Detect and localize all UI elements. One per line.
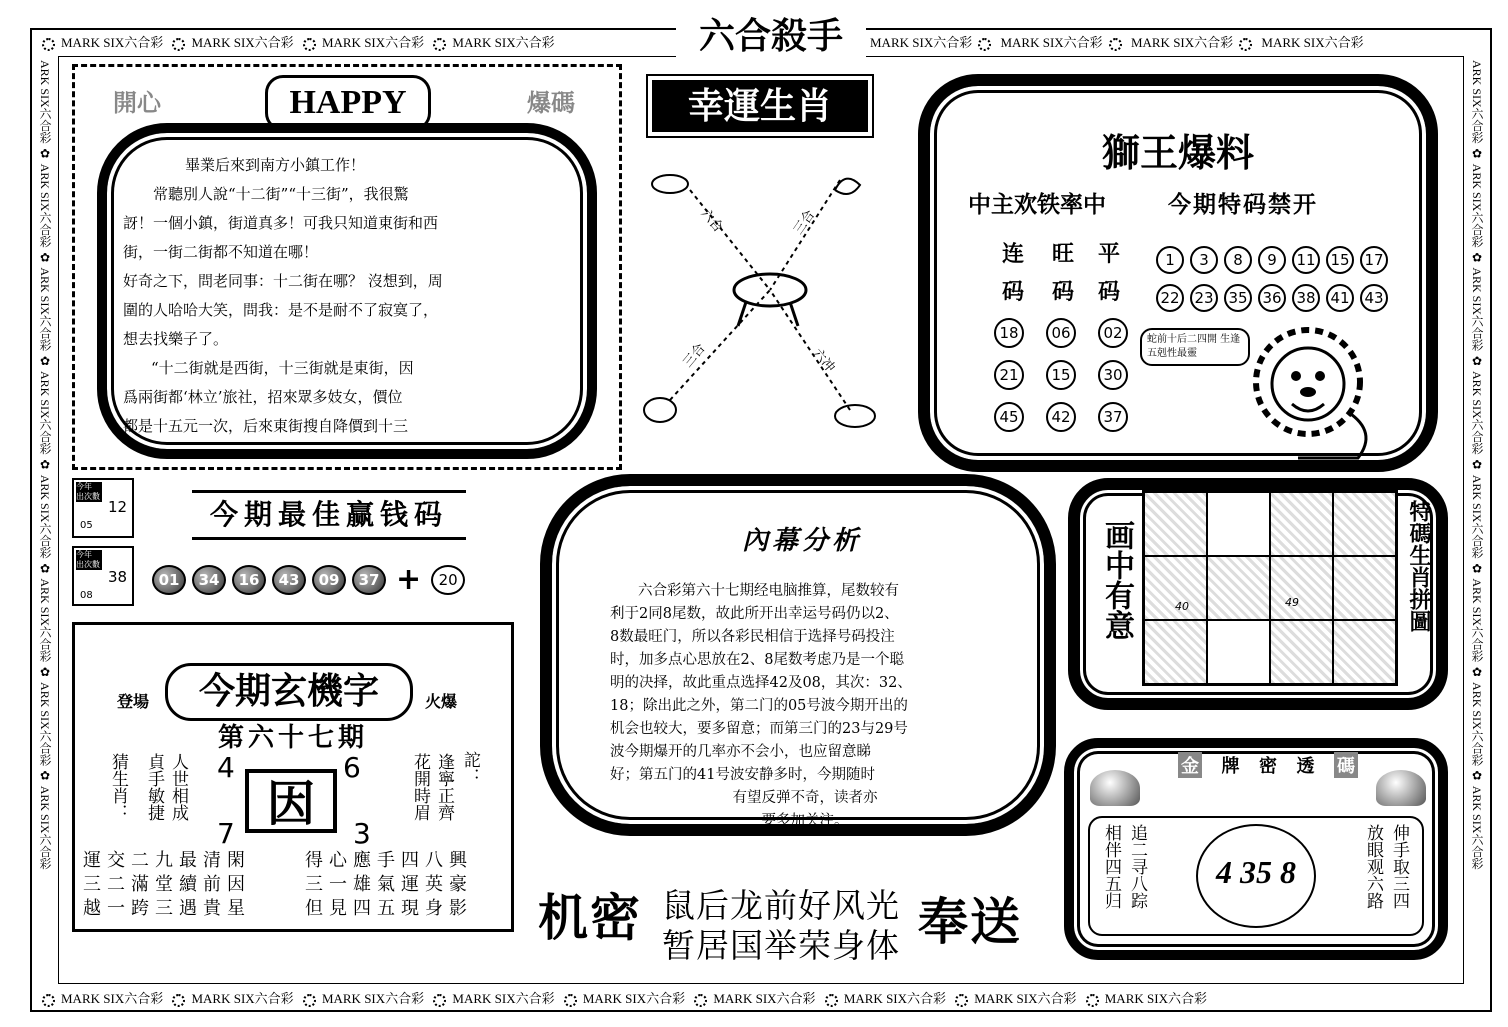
special-number: 41 <box>1326 284 1354 312</box>
col-header-1 <box>1002 236 1024 312</box>
border-text: MARK SIX六合彩 <box>843 991 947 1006</box>
flower-icon <box>303 38 316 51</box>
zodiac-diagram <box>630 150 900 450</box>
card-left-verse-2: 相伴四五归 <box>1101 824 1121 909</box>
row-number: 02 <box>1098 318 1128 348</box>
row-number: 42 <box>1046 402 1076 432</box>
left-verse-2: 貞手敏捷 <box>144 753 164 821</box>
puzzle-tile <box>1333 620 1396 684</box>
border-text: MARK SIX六合彩 <box>452 991 555 1006</box>
special-number: 3 <box>1190 246 1218 274</box>
special-row-1 <box>1156 246 1388 274</box>
special-number: 9 <box>1258 246 1286 274</box>
flower-icon <box>955 994 968 1007</box>
border-text: ARK SIX六合彩 <box>38 60 52 144</box>
border-text: MARK SIX六合彩 <box>870 35 973 50</box>
border-text: ARK SIX六合彩 <box>38 371 52 455</box>
gold-ingot-right-icon <box>1376 770 1426 806</box>
flower-icon <box>42 38 55 51</box>
border-text: ARK SIX六合彩 <box>1470 578 1484 663</box>
border-text: ARK SIX六合彩 <box>38 163 52 248</box>
analysis-line: 机会也较大，要多留意；而第三门的23与29号 <box>610 721 908 737</box>
border-text: ARK SIX六合彩 <box>1470 163 1484 248</box>
stats-label: 今年 出次數 <box>76 550 100 569</box>
flower-icon <box>172 994 185 1007</box>
lion-speech-bubble: 蛇前十后二四開 生逢五剋性最靈 <box>1140 328 1250 366</box>
border-text: ARK SIX六合彩 <box>1470 60 1484 144</box>
analysis-title: 內幕分析 <box>741 526 862 556</box>
puzzle-tile <box>1207 620 1270 684</box>
flower-icon <box>1086 994 1099 1007</box>
story-line: 圍的人哈哈大笑，問我：是不是耐不了寂寞了， <box>123 301 439 319</box>
right-verse-1: 逢寧正齊 <box>434 753 454 821</box>
special-number: 36 <box>1258 284 1286 312</box>
border-text: ARK SIX六合彩 <box>38 682 52 766</box>
puzzle-tile <box>1270 556 1333 620</box>
best-ball: 43 <box>272 565 306 595</box>
col-header-char: 连 <box>1002 242 1025 267</box>
top-border-right <box>870 32 1490 52</box>
stats-label: 今年 出次數 <box>76 482 100 501</box>
riddle-left-tag: 登場 <box>117 692 150 711</box>
border-text: MARK SIX六合彩 <box>321 35 425 50</box>
poem-line: 三二滿堂續前因 <box>83 874 251 895</box>
best-ball: 37 <box>352 565 386 595</box>
puzzle-left-title: 画中有意 <box>1099 520 1134 640</box>
flower-icon <box>42 994 55 1007</box>
extra-ball: 20 <box>431 565 465 595</box>
col-header-char: 旺 <box>1052 242 1075 267</box>
analysis-line: 六合彩第六十七期经电脑推算，尾数较有 <box>638 583 899 599</box>
zodiac-label-3: 三合 <box>680 341 709 371</box>
row-number: 18 <box>994 318 1024 348</box>
border-text: MARK SIX六合彩 <box>1104 991 1207 1006</box>
number-top-right: 6 <box>343 751 361 784</box>
stats-box-1 <box>72 478 134 538</box>
story-text <box>123 151 573 451</box>
puzzle-panel <box>1068 478 1448 710</box>
secret-left: 机密 <box>538 889 642 947</box>
flower-icon <box>172 38 185 51</box>
best-balls <box>152 562 465 597</box>
analysis-line: 有望反弹不奇，读者亦 <box>732 790 878 806</box>
story-line: 都是十五元一次，后來東街搜自降價到十三 <box>123 417 409 435</box>
special-number: 17 <box>1360 246 1388 274</box>
top-border-left <box>36 32 666 52</box>
flower-icon <box>433 994 446 1007</box>
border-text: ARK SIX六合彩 <box>38 267 52 352</box>
special-number: 15 <box>1326 246 1354 274</box>
lion-subtitle-left: 中主欢铁率中 <box>968 192 1106 218</box>
puzzle-number: 40 <box>1175 600 1189 613</box>
border-text: ARK SIX六合彩 <box>1470 474 1484 559</box>
flower-icon <box>1109 38 1122 51</box>
analysis-line: 利于2同8尾数，故此所开出幸运号码仍以2、 <box>610 606 899 622</box>
special-number: 23 <box>1190 284 1218 312</box>
stats-box-2 <box>72 546 134 606</box>
card-left-verse-1: 追二寻八踪 <box>1127 824 1147 909</box>
card-center-number: 4 35 8 <box>1216 854 1296 890</box>
poem-line: 但見四五現身影 <box>305 898 473 919</box>
riddle-right-tag: 火爆 <box>425 692 458 711</box>
border-text: MARK SIX六合彩 <box>582 991 686 1006</box>
puzzle-grid <box>1142 490 1398 686</box>
puzzle-tile <box>1144 492 1207 556</box>
card-header-char: 密 <box>1259 756 1277 777</box>
zodiac-label-4: 六冲 <box>809 346 838 376</box>
best-ball: 34 <box>192 565 226 595</box>
riddle-poem-left <box>83 849 287 921</box>
col-header-2 <box>1052 236 1074 312</box>
border-text: ARK SIX六合彩 <box>1470 682 1484 766</box>
story-line: 街，一街二街都不知道在哪！ <box>123 243 319 261</box>
special-number: 38 <box>1292 284 1320 312</box>
card-right-verse-2: 放眼观六路 <box>1363 824 1383 909</box>
analysis-text <box>610 580 1000 833</box>
card-header <box>1178 752 1358 778</box>
lion-subtitle-right: 今期特码禁开 <box>1168 192 1318 218</box>
special-number: 22 <box>1156 284 1184 312</box>
special-number: 11 <box>1292 246 1320 274</box>
gold-ingot-left-icon <box>1090 770 1140 806</box>
col-header-char: 平 <box>1098 242 1121 267</box>
border-text: MARK SIX六合彩 <box>1130 35 1234 50</box>
border-text: MARK SIX六合彩 <box>974 991 1077 1006</box>
story-line: 訝！一個小鎮，街道真多！可我只知道東街和西 <box>123 214 439 232</box>
border-text: ARK SIX六合彩 <box>38 578 52 663</box>
zodiac-label-1: 六合 <box>697 206 726 236</box>
col-header-char: 码 <box>1098 280 1121 305</box>
flower-icon <box>978 38 991 51</box>
border-text: MARK SIX六合彩 <box>452 35 555 50</box>
card-inner <box>1088 816 1424 936</box>
border-text: ARK SIX六合彩 <box>38 785 52 870</box>
lion-title: 獅王爆料 <box>1101 130 1254 175</box>
puzzle-tile <box>1207 556 1270 620</box>
border-text: ARK SIX六合彩 <box>38 474 52 559</box>
analysis-line: 明的决择，故此重点选择42及08，其次：32、 <box>610 675 912 691</box>
riddle-issue: 第六十七期 <box>217 723 368 753</box>
border-text: MARK SIX六合彩 <box>61 35 164 50</box>
border-text: MARK SIX六合彩 <box>713 991 816 1006</box>
analysis-line: 时，加多点心思放在2、8尾数考虑乃是一个聪 <box>610 652 904 668</box>
row-number: 21 <box>994 360 1024 390</box>
plus-sign: + <box>396 562 422 597</box>
special-number: 8 <box>1224 246 1252 274</box>
poem-line: 運交二九最清閑 <box>83 850 251 871</box>
border-text: ARK SIX六合彩 <box>1470 371 1484 455</box>
story-line: 常聽別人說“十二街”“十三街”，我很驚 <box>153 185 409 203</box>
analysis-line: 8数最旺门，所以各彩民相信于选择号码投注 <box>610 629 895 645</box>
big-character: 因 <box>245 769 337 833</box>
puzzle-right-title: 特碼生肖拼圖 <box>1406 500 1431 632</box>
story-line: 好奇之下，問老同事：十二街在哪？ 沒想到，周 <box>123 272 443 290</box>
flower-icon <box>825 994 838 1007</box>
border-text: MARK SIX六合彩 <box>191 991 294 1006</box>
flower-icon <box>1239 38 1252 51</box>
gold-card-panel <box>1064 738 1448 960</box>
lion-panel <box>918 74 1438 472</box>
border-text: MARK SIX六合彩 <box>191 35 294 50</box>
special-number: 1 <box>1156 246 1184 274</box>
analysis-panel <box>540 474 1056 836</box>
analysis-line: 好；第五门的41号波安静多时，今期随时 <box>610 767 875 783</box>
border-text: MARK SIX六合彩 <box>1000 35 1103 50</box>
lion-icon <box>1248 322 1398 462</box>
card-header-char: 碼 <box>1334 752 1358 778</box>
card-header-char: 透 <box>1296 756 1315 777</box>
riddle-panel <box>72 622 514 932</box>
flower-icon <box>303 994 316 1007</box>
story-line: 畢業后來到南方小鎮工作！ <box>185 156 366 174</box>
number-bottom-left: 7 <box>217 817 235 850</box>
row-numbers-grid <box>994 318 1154 432</box>
row-number: 06 <box>1046 318 1076 348</box>
page-title: 六合殺手 <box>676 14 866 58</box>
happy-logo: HAPPY <box>265 75 431 131</box>
bottom-border <box>36 988 1486 1008</box>
stats-value-2: 38 <box>108 568 128 586</box>
border-text: MARK SIX六合彩 <box>1261 35 1364 50</box>
secret-line-1: 鼠后龙前好风光 <box>662 886 900 925</box>
card-right-verse-1: 伸手取三四 <box>1389 824 1409 909</box>
riddle-title: 今期玄機字 <box>165 663 413 721</box>
best-ball: 01 <box>152 565 186 595</box>
right-verse-2: 花開時眉 <box>410 753 430 821</box>
puzzle-tile <box>1144 620 1207 684</box>
analysis-line: 波今期爆开的几率亦不会小，也应留意睇 <box>610 744 871 760</box>
puzzle-tile <box>1333 556 1396 620</box>
special-number: 43 <box>1360 284 1388 312</box>
poem-line: 越一跨三遇貴星 <box>83 898 251 919</box>
left-border: ARK SIX六合彩 ✿ ARK SIX六合彩 ✿ ARK SIX六合彩 ✿ ARK SIX六合彩 ✿ ARK SIX六合彩 ✿ ARK SIX六合彩 ✿ ARK SIX六合彩 ✿ ARK SIX六合彩 <box>38 60 52 870</box>
row-number: 15 <box>1046 360 1076 390</box>
poem-line: 三一雄氣運英豪 <box>305 874 473 895</box>
border-text: MARK SIX六合彩 <box>61 991 164 1006</box>
row-number: 45 <box>994 402 1024 432</box>
puzzle-number: 49 <box>1285 596 1299 609</box>
story-line: “十二街就是西街，十三街就是東街，因 <box>151 359 414 377</box>
special-number: 35 <box>1224 284 1252 312</box>
col-header-3 <box>1098 236 1120 312</box>
puzzle-tile <box>1144 556 1207 620</box>
flower-icon <box>694 994 707 1007</box>
row-number: 30 <box>1098 360 1128 390</box>
best-ball: 16 <box>232 565 266 595</box>
stats-value-1: 12 <box>108 498 128 516</box>
left-verse-1: 人世相成 <box>168 753 188 821</box>
story-line: 爲兩街都‘林立’旅社，招來眾多妓女，價位 <box>123 388 403 406</box>
riddle-poem-right <box>305 849 509 921</box>
secret-right: 奉送 <box>918 893 1022 951</box>
border-text: ARK SIX六合彩 <box>1470 267 1484 352</box>
flower-icon <box>564 994 577 1007</box>
right-border: ARK SIX六合彩 ✿ ARK SIX六合彩 ✿ ARK SIX六合彩 ✿ ARK SIX六合彩 ✿ ARK SIX六合彩 ✿ ARK SIX六合彩 ✿ ARK SIX六合彩 ✿ ARK SIX六合彩 <box>1470 60 1484 870</box>
border-text: ARK SIX六合彩 <box>1470 785 1484 870</box>
number-top-left: 4 <box>217 751 235 784</box>
col-header-char: 码 <box>1002 280 1025 305</box>
guess-label: 猜生肖： <box>108 753 128 821</box>
puzzle-tile <box>1333 492 1396 556</box>
stats-note-1: 05 <box>80 520 93 531</box>
col-header-char: 码 <box>1052 280 1075 305</box>
best-title: 今期最佳赢钱码 <box>192 490 466 540</box>
happy-left-tag: 開心 <box>113 89 161 117</box>
secret-line-2: 暂居国举荣身体 <box>662 926 900 965</box>
stats-note-2: 08 <box>80 590 93 601</box>
lucky-title: 幸運生肖 <box>652 80 868 132</box>
border-text: MARK SIX六合彩 <box>321 991 425 1006</box>
card-header-char: 牌 <box>1221 756 1240 777</box>
special-row-2 <box>1156 284 1388 312</box>
puzzle-tile <box>1270 492 1333 556</box>
flower-icon <box>433 38 446 51</box>
card-header-char: 金 <box>1178 752 1202 778</box>
row-number: 37 <box>1098 402 1128 432</box>
zodiac-label-2: 三合 <box>791 207 819 238</box>
analysis-line: 18；除出此之外，第二门的05号波今期开出的 <box>610 698 908 714</box>
happy-panel <box>72 64 622 470</box>
right-label: 詑： <box>460 751 480 785</box>
poem-line: 得心應手四八興 <box>305 850 473 871</box>
best-ball: 09 <box>312 565 346 595</box>
happy-right-tag: 爆碼 <box>527 89 575 117</box>
number-bottom-right: 3 <box>353 817 371 850</box>
puzzle-tile <box>1270 620 1333 684</box>
story-line: 想去找樂子了。 <box>123 330 229 348</box>
analysis-line: 要多加关注。 <box>761 813 849 829</box>
puzzle-tile <box>1207 492 1270 556</box>
